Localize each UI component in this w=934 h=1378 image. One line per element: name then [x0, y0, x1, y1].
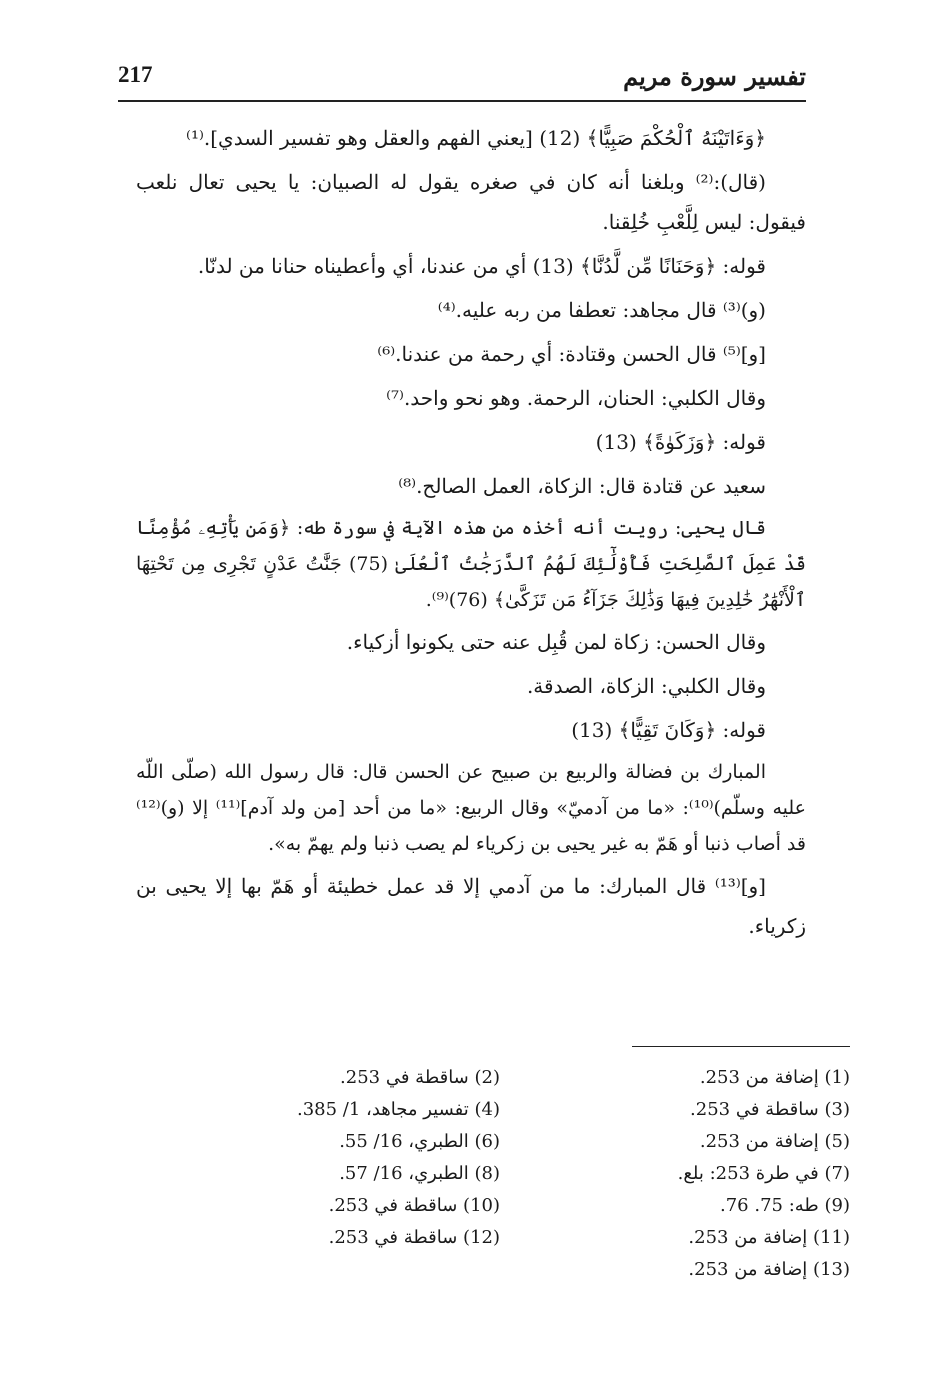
- paragraph: (و)⁽³⁾ قال مجاهد: تعطفا من ربه عليه.⁽⁴⁾: [437, 298, 766, 322]
- paragraph: [و]⁽⁵⁾ قال الحسن وقتادة: أي رحمة من عندنا.⁽⁶⁾: [377, 342, 766, 366]
- paragraph: المبارك بن فضالة والربيع بن صبيح عن الحسن قال: قال رسول الله (صلّى اللّه عليه وسلّم)⁽¹⁰⁾: «ما من آدميّ» وقال الربيع: «ما من أحد [من ولد آدم]⁽¹¹⁾ إلا (و)⁽¹²⁾ قد أصاب ذنبا أو هَمّ به غير يحيى بن زكرياء لم يصب ذنبا ولم يهمّ به».: [136, 761, 806, 855]
- footnote: (7) في طرة 253: بلع.: [677, 1163, 850, 1184]
- footnote: (8) الطبري، 16/ 57.: [339, 1163, 500, 1184]
- footnote: (12) ساقطة في 253.: [328, 1227, 500, 1248]
- paragraph: [و]⁽¹³⁾ قال المبارك: ما من آدمي إلا قد عمل خطيئة أو هَمّ بها إلا يحيى بن زكرياء.: [136, 874, 806, 938]
- footnote: (6) الطبري، 16/ 55.: [339, 1131, 500, 1152]
- footnote: (4) تفسير مجاهد، 1/ 385.: [296, 1099, 500, 1120]
- paragraph: قوله: ﴿وَزَكَوٰةً﴾ (13): [595, 430, 766, 454]
- paragraph: قوله: ﴿وَكَانَ تَقِيًّا﴾ (13): [571, 718, 766, 742]
- footnote: (13) إضافة من 253.: [688, 1259, 850, 1280]
- footnote: (9) طه: 75. 76.: [720, 1195, 850, 1216]
- footnote: (3) ساقطة في 253.: [690, 1099, 850, 1120]
- paragraph: وقال الحسن: زكاة لمن قُبِل عنه حتى يكونوا أزكياء.: [346, 630, 766, 654]
- footnote: (11) إضافة من 253.: [688, 1227, 850, 1248]
- footnotes-right-column: [560, 1062, 850, 1286]
- paragraph: (قال):⁽²⁾ وبلغنا أنه كان في صغره يقول له الصبيان: يا يحيى تعال نلعب فيقول: ليس لِلَّعْبِ خُلِقنا.: [136, 170, 806, 234]
- page-number: 217: [118, 62, 153, 87]
- page-header: [118, 62, 806, 102]
- footnote: (2) ساقطة في 253.: [340, 1067, 500, 1088]
- header-rule: [118, 100, 806, 102]
- paragraph: سعيد عن قتادة قال: الزكاة، العمل الصالح.⁽⁸⁾: [398, 474, 766, 498]
- paragraph: قوله: ﴿وَحَنَانًا مِّن لَّدُنَّا﴾ (13) أي من عندنا، أي وأعطيناه حنانا من لدنّا.: [197, 254, 766, 278]
- paragraph: قال يحيى: رويت أنه أخذه من هذه الآية في سورة طه: ﴿وَمَن يَأْتِهِۦ مُؤْمِنًا قَدْ عَمِلَ ٱلصَّلِحَتِ فَأُوْلَٰٓئِكَ لَهُمُ ٱلدَّرَجَٰتُ ٱلْعُلَىٰ (75) جَنَّٰتُ عَدْنٍ تَجْرِى مِن تَحْتِهَا ٱلْأَنْهَٰرُ خَٰلِدِينَ فِيهَا وَذَٰلِكَ جَزَآءُ مَن تَزَكَّىٰ﴾ (76)⁽⁹⁾.: [136, 517, 807, 611]
- footnote-separator: [632, 1046, 850, 1047]
- footnotes-left-column: [210, 1062, 500, 1254]
- footnote: (5) إضافة من 253.: [699, 1131, 850, 1152]
- paragraph: وقال الكلبي: الحنان، الرحمة. وهو نحو واحد.⁽⁷⁾: [386, 386, 766, 410]
- main-text: [136, 118, 806, 950]
- running-title: تفسير سورة مريم: [623, 62, 806, 91]
- paragraph: وقال الكلبي: الزكاة، الصدقة.: [526, 674, 766, 698]
- footnote: (1) إضافة من 253.: [699, 1067, 850, 1088]
- paragraph: ﴿وَءَاتَيْنَهُ ٱلْحُكْمَ صَبِيًّا﴾ (12) [يعني الفهم والعقل وهو تفسير السدي].⁽¹⁾: [186, 126, 766, 150]
- footnote: (10) ساقطة في 253.: [328, 1195, 500, 1216]
